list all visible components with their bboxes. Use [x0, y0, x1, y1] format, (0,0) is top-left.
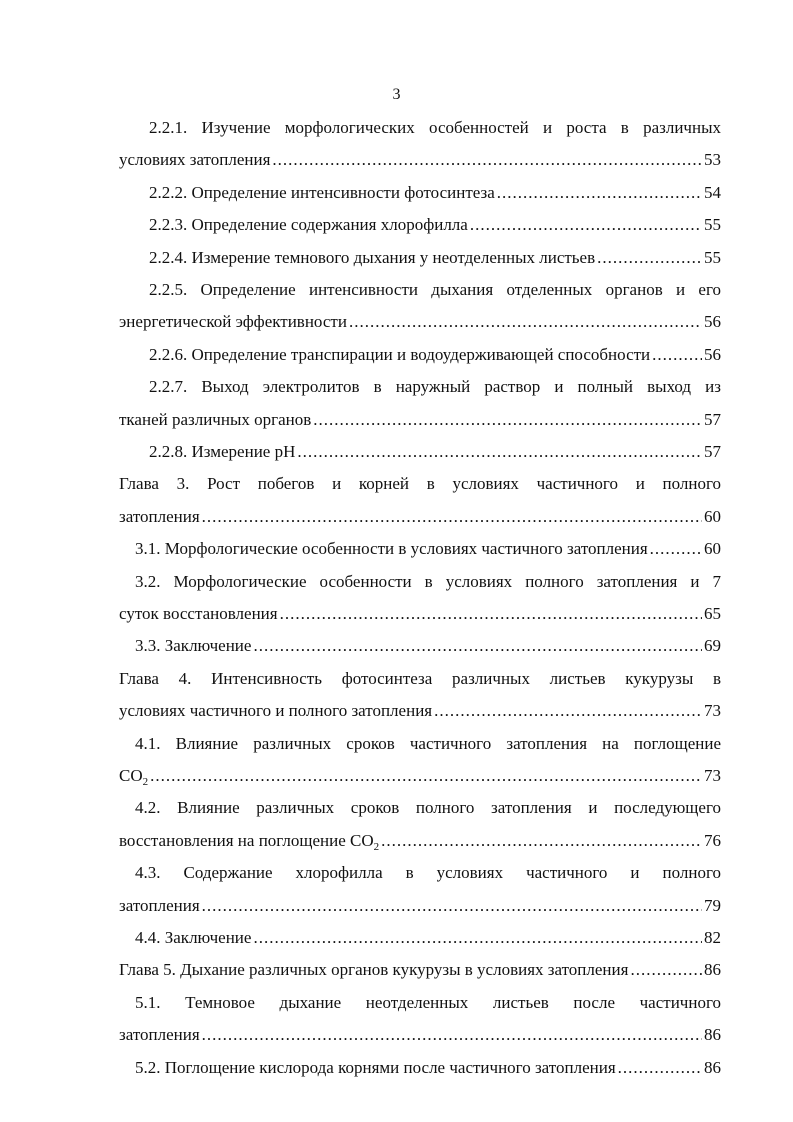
toc-entry-title: 4.1. Влияние различных сроков частичного затопления на поглощение	[135, 733, 721, 753]
toc-page-number: 79	[704, 895, 721, 915]
toc-entry-title: условиях затопления	[119, 150, 271, 170]
toc-page-number: 57	[704, 442, 721, 461]
toc-page-number: 69	[704, 636, 721, 656]
toc-entry-title: 2.2.4. Измерение темнового дыхания у неотделенных листьев	[149, 247, 596, 267]
dot-leader	[652, 343, 702, 367]
dot-leader	[381, 829, 702, 853]
toc-entry	[149, 246, 721, 270]
toc-entry	[135, 926, 721, 950]
toc-entry-title: CO	[119, 766, 143, 785]
dot-leader	[253, 926, 702, 950]
toc-entry-title: 2.2.8. Измерение pH	[149, 442, 296, 461]
toc-entry	[119, 148, 721, 172]
toc-page-number: 56	[704, 312, 721, 332]
toc-entry	[119, 310, 721, 334]
dot-leader	[202, 1023, 702, 1047]
toc-entry	[149, 343, 721, 367]
toc-page-number: 73	[704, 766, 721, 785]
toc-entry	[119, 408, 721, 432]
toc-entry-title: 3.1. Морфологические особенности в условиях частичного затопления	[135, 539, 648, 559]
toc-entry	[119, 829, 721, 853]
toc-entry-title: Глава 4. Интенсивность фотосинтеза различных листьев кукурузы в	[119, 668, 721, 688]
toc-entry	[119, 1023, 721, 1047]
toc-entry	[135, 1056, 721, 1080]
dot-leader	[650, 537, 702, 561]
toc-entry-title: суток восстановления	[119, 604, 278, 623]
toc-entry-title: затопления	[119, 895, 200, 915]
dot-leader	[313, 408, 702, 432]
toc-entry-title: затопления	[119, 1025, 200, 1045]
toc-entry-title: 2.2.3. Определение содержания хлорофилла	[149, 215, 468, 235]
toc-entry-title: энергетической эффективности	[119, 312, 347, 332]
toc-entry-title: 5.2. Поглощение кислорода корнями после частичного затопления	[135, 1057, 616, 1077]
dot-leader	[280, 602, 702, 626]
subscript: 2	[373, 840, 380, 853]
toc-entry-title: 2.2.2. Определение интенсивности фотосинтеза	[149, 182, 495, 202]
toc-page-number: 60	[704, 506, 721, 526]
toc-entry-title: Глава 3. Рост побегов и корней в условиях частичного и полного	[119, 474, 721, 494]
toc-page-number: 86	[704, 1057, 721, 1077]
toc-entry-title: 4.4. Заключение	[135, 928, 252, 947]
toc-entry	[119, 958, 721, 982]
toc-entry-title: восстановления на поглощение CO	[119, 830, 374, 850]
toc-entry	[149, 181, 721, 205]
dot-leader	[497, 181, 702, 205]
dot-leader	[202, 894, 702, 918]
dot-leader	[150, 764, 702, 788]
toc-entry	[135, 634, 721, 658]
toc-page-number: 57	[704, 409, 721, 429]
dot-leader	[630, 958, 702, 982]
toc-entry	[149, 440, 721, 464]
toc-entry-title: тканей различных органов	[119, 409, 312, 429]
toc-entry-title: 3.3. Заключение	[135, 636, 252, 656]
toc-entry	[119, 505, 721, 529]
dot-leader	[618, 1056, 702, 1080]
dot-leader	[297, 440, 702, 464]
toc-entry	[135, 537, 721, 561]
toc-entry-title: 5.1. Темновое дыхание неотделенных листьев после частичного	[135, 992, 721, 1012]
toc-page-number: 54	[704, 182, 721, 202]
dot-leader	[253, 634, 702, 658]
toc-entry	[119, 699, 721, 723]
toc-page-number: 65	[704, 604, 721, 623]
toc-entry	[149, 213, 721, 237]
toc-entry-title: 4.3. Содержание хлорофилла в условиях частичного и полного	[135, 863, 721, 883]
toc-entry-title: Глава 5. Дыхание различных органов кукурузы в условиях затопления	[119, 960, 629, 980]
dot-leader	[202, 505, 702, 529]
toc-entry	[119, 894, 721, 918]
toc-page-number: 86	[704, 960, 721, 980]
toc-entry-title: затопления	[119, 506, 200, 526]
toc-page-number: 60	[704, 539, 721, 559]
toc-entry-title: 2.2.1. Изучение морфологических особенностей и роста в различных	[149, 118, 721, 137]
toc-page-number: 76	[704, 830, 721, 850]
toc-page-number: 55	[704, 215, 721, 235]
toc-page-number: 86	[704, 1025, 721, 1045]
dot-leader	[597, 246, 702, 270]
toc-entry-title: 3.2. Морфологические особенности в условиях полного затопления и 7	[135, 571, 721, 591]
toc-page-number: 73	[704, 701, 721, 721]
toc-page-number: 56	[704, 344, 721, 364]
toc-page-number: 82	[704, 928, 721, 947]
dot-leader	[434, 699, 702, 723]
dot-leader	[470, 213, 702, 237]
toc-entry-title: условиях частичного и полного затопления	[119, 701, 433, 721]
toc-page-number: 53	[704, 150, 721, 170]
toc-entry	[119, 602, 721, 626]
toc-page-number: 55	[704, 247, 721, 267]
dot-leader	[349, 310, 702, 334]
toc-entry-title: 2.2.6. Определение транспирации и водоудерживающей способности	[149, 344, 651, 364]
page-number: 3	[392, 86, 401, 103]
toc-entry-title: 2.2.5. Определение интенсивности дыхания отделенных органов и его	[149, 280, 721, 299]
dot-leader	[272, 148, 702, 172]
toc-entry-title: 4.2. Влияние различных сроков полного затопления и последующего	[135, 798, 721, 818]
toc-entry	[119, 764, 721, 788]
subscript: 2	[142, 776, 149, 788]
toc-entry-title: 2.2.7. Выход электролитов в наружный раствор и полный выход из	[149, 377, 721, 397]
